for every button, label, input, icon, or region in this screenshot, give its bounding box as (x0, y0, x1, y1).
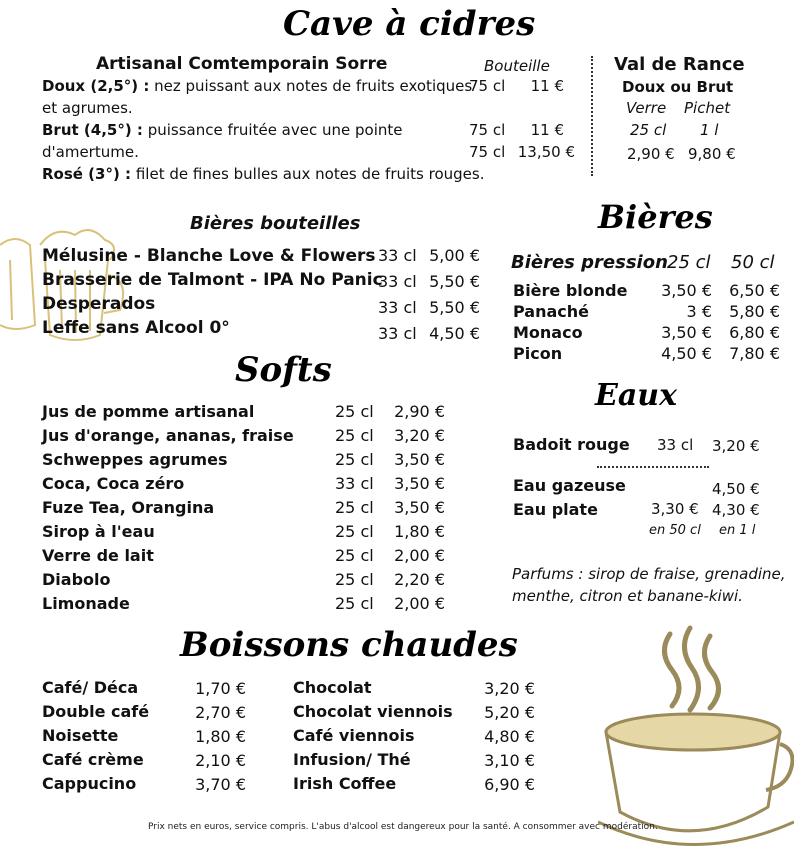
list-item-volume: 25 cl (335, 450, 374, 469)
coffee-cup-illustration (598, 622, 794, 847)
list-item: Infusion/ Thé (293, 750, 411, 769)
list-item-price-25: 3,50 € (661, 323, 712, 342)
parfums-line-2: menthe, citron et banane-kiwi. (512, 587, 743, 605)
pichet-price: 9,80 € (688, 145, 736, 163)
list-item-volume: 25 cl (335, 498, 374, 517)
list-item: Café/ Déca (42, 678, 139, 697)
parfums-line-1: Parfums : sirop de fraise, grenadine, (512, 565, 786, 583)
list-item: Picon (513, 344, 563, 363)
list-item-price-25: 3 € (686, 302, 712, 321)
list-item-price: 2,00 € (394, 546, 445, 565)
list-item-price-50: 6,50 € (729, 281, 780, 300)
list-item-price: 5,20 € (484, 703, 535, 722)
list-item-price: 4,80 € (484, 727, 535, 746)
list-item-volume: 33 cl (335, 474, 374, 493)
val-de-rance-title: Val de Rance (614, 54, 745, 75)
list-item-volume: 33 cl (378, 246, 417, 265)
list-item: Coca, Coca zéro (42, 474, 185, 493)
horizontal-dotted-divider (597, 466, 709, 468)
list-item-volume: 25 cl (335, 522, 374, 541)
cidre-doux-desc-2: et agrumes. (42, 99, 133, 117)
cidre-brut-desc-2: d'amertume. (42, 143, 139, 161)
list-item: Mélusine - Blanche Love & Flowers (42, 246, 376, 266)
list-item: Brasserie de Talmont - IPA No Panic (42, 270, 383, 290)
list-item: Chocolat (293, 678, 372, 697)
footer-note: Prix nets en euros, service compris. L'abus d'alcool est dangereux pour la santé. A consommer avec modération. (148, 822, 658, 832)
softs-title: Softs (235, 350, 332, 390)
list-item-price: 3,50 € (394, 498, 445, 517)
list-item-price: 5,50 € (429, 298, 480, 317)
list-item-volume: 33 cl (378, 324, 417, 343)
list-item-price: 4,50 € (429, 324, 480, 343)
list-item-price: 2,90 € (394, 402, 445, 421)
badoit-name: Badoit rouge (513, 435, 630, 454)
boissons-chaudes-title: Boissons chaudes (180, 625, 518, 665)
list-item-price-50: 7,80 € (729, 344, 780, 363)
cidre-rose-price: 13,50 € (517, 143, 575, 161)
list-item-price: 1,80 € (394, 522, 445, 541)
note-50cl: en 50 cl (649, 523, 701, 538)
list-item-price: 3,20 € (484, 679, 535, 698)
list-item: Bière blonde (513, 281, 628, 300)
list-item: Sirop à l'eau (42, 522, 155, 541)
list-item-volume: 25 cl (335, 402, 374, 421)
pichet-volume: 1 l (700, 121, 719, 139)
cidre-brut (42, 121, 403, 139)
list-item-price: 2,20 € (394, 570, 445, 589)
list-item: Verre de lait (42, 546, 154, 565)
list-item: Diabolo (42, 570, 111, 589)
val-de-rance-subtitle: Doux ou Brut (622, 78, 734, 96)
eau-plate-price-1l: 4,30 € (712, 501, 760, 519)
cidres-title: Cave à cidres (283, 4, 536, 44)
list-item: Double café (42, 702, 150, 721)
verre-header: Verre (626, 99, 667, 117)
verre-volume: 25 cl (630, 121, 667, 139)
list-item: Noisette (42, 726, 119, 745)
cidre-brut-desc: puissance fruitée avec une pointe (147, 121, 403, 139)
col-25cl: 25 cl (667, 252, 711, 273)
bottle-column-header: Bouteille (484, 57, 550, 75)
cidre-brut-label: Brut (4,5°) : (42, 121, 143, 139)
list-item: Café viennois (293, 726, 415, 745)
bieres-pression-label: Bières pression (511, 252, 668, 273)
list-item-price: 1,80 € (195, 727, 246, 746)
eaux-title: Eaux (595, 378, 678, 413)
pichet-header: Pichet (684, 99, 731, 117)
eau-plate-price-50: 3,30 € (651, 500, 699, 518)
list-item-price: 3,50 € (394, 450, 445, 469)
list-item-price: 3,10 € (484, 751, 535, 770)
list-item-price: 3,50 € (394, 474, 445, 493)
note-1l: en 1 l (719, 523, 756, 538)
list-item-price: 3,20 € (394, 426, 445, 445)
cidre-doux (42, 77, 472, 95)
list-item-price: 1,70 € (195, 679, 246, 698)
producer-name: Artisanal Comtemporain Sorre (96, 54, 388, 74)
list-item: Jus de pomme artisanal (42, 402, 255, 421)
list-item-volume: 25 cl (335, 546, 374, 565)
list-item-price-50: 5,80 € (729, 302, 780, 321)
list-item: Limonade (42, 594, 130, 613)
verre-price: 2,90 € (627, 145, 675, 163)
cidre-rose-volume: 75 cl (469, 143, 506, 161)
list-item-volume: 25 cl (335, 570, 374, 589)
list-item: Café crème (42, 750, 144, 769)
list-item: Jus d'orange, ananas, fraise (42, 426, 294, 445)
list-item-price: 6,90 € (484, 775, 535, 794)
cidre-doux-price: 11 € (530, 77, 564, 95)
list-item: Fuze Tea, Orangina (42, 498, 215, 517)
list-item-volume: 25 cl (335, 426, 374, 445)
list-item: Cappucino (42, 774, 137, 793)
cidre-rose-label: Rosé (3°) : (42, 165, 132, 183)
list-item-volume: 25 cl (335, 594, 374, 613)
cidre-brut-volume: 75 cl (469, 121, 506, 139)
list-item-volume: 33 cl (378, 298, 417, 317)
badoit-volume: 33 cl (657, 436, 694, 454)
list-item-price: 2,10 € (195, 751, 246, 770)
list-item: Leffe sans Alcool 0° (42, 318, 230, 338)
list-item: Irish Coffee (293, 774, 397, 793)
list-item: Chocolat viennois (293, 702, 453, 721)
list-item-price-25: 4,50 € (661, 344, 712, 363)
cidre-rose-desc: filet de fines bulles aux notes de fruits rouges. (135, 165, 485, 183)
list-item-price: 3,70 € (195, 775, 246, 794)
col-50cl: 50 cl (731, 252, 775, 273)
list-item: Desperados (42, 294, 156, 314)
list-item-price: 2,00 € (394, 594, 445, 613)
list-item: Schweppes agrumes (42, 450, 228, 469)
cidre-doux-volume: 75 cl (469, 77, 506, 95)
eau-plate-name: Eau plate (513, 500, 598, 519)
list-item-price: 2,70 € (195, 703, 246, 722)
list-item-price-25: 3,50 € (661, 281, 712, 300)
list-item: Panaché (513, 302, 590, 321)
list-item-price: 5,50 € (429, 272, 480, 291)
vertical-dotted-divider (591, 56, 593, 176)
cidre-doux-label: Doux (2,5°) : (42, 77, 150, 95)
eau-gazeuse-price: 4,50 € (712, 480, 760, 498)
list-item: Monaco (513, 323, 583, 342)
eau-gazeuse-name: Eau gazeuse (513, 476, 626, 495)
cidre-rose (42, 165, 484, 183)
cidre-doux-desc: nez puissant aux notes de fruits exotiques (154, 77, 473, 95)
list-item-volume: 33 cl (378, 272, 417, 291)
list-item-price-50: 6,80 € (729, 323, 780, 342)
badoit-price: 3,20 € (712, 437, 760, 455)
cidre-brut-price: 11 € (530, 121, 564, 139)
list-item-price: 5,00 € (429, 246, 480, 265)
bieres-bouteilles-title: Bières bouteilles (190, 213, 361, 234)
bieres-title: Bières (598, 198, 713, 236)
